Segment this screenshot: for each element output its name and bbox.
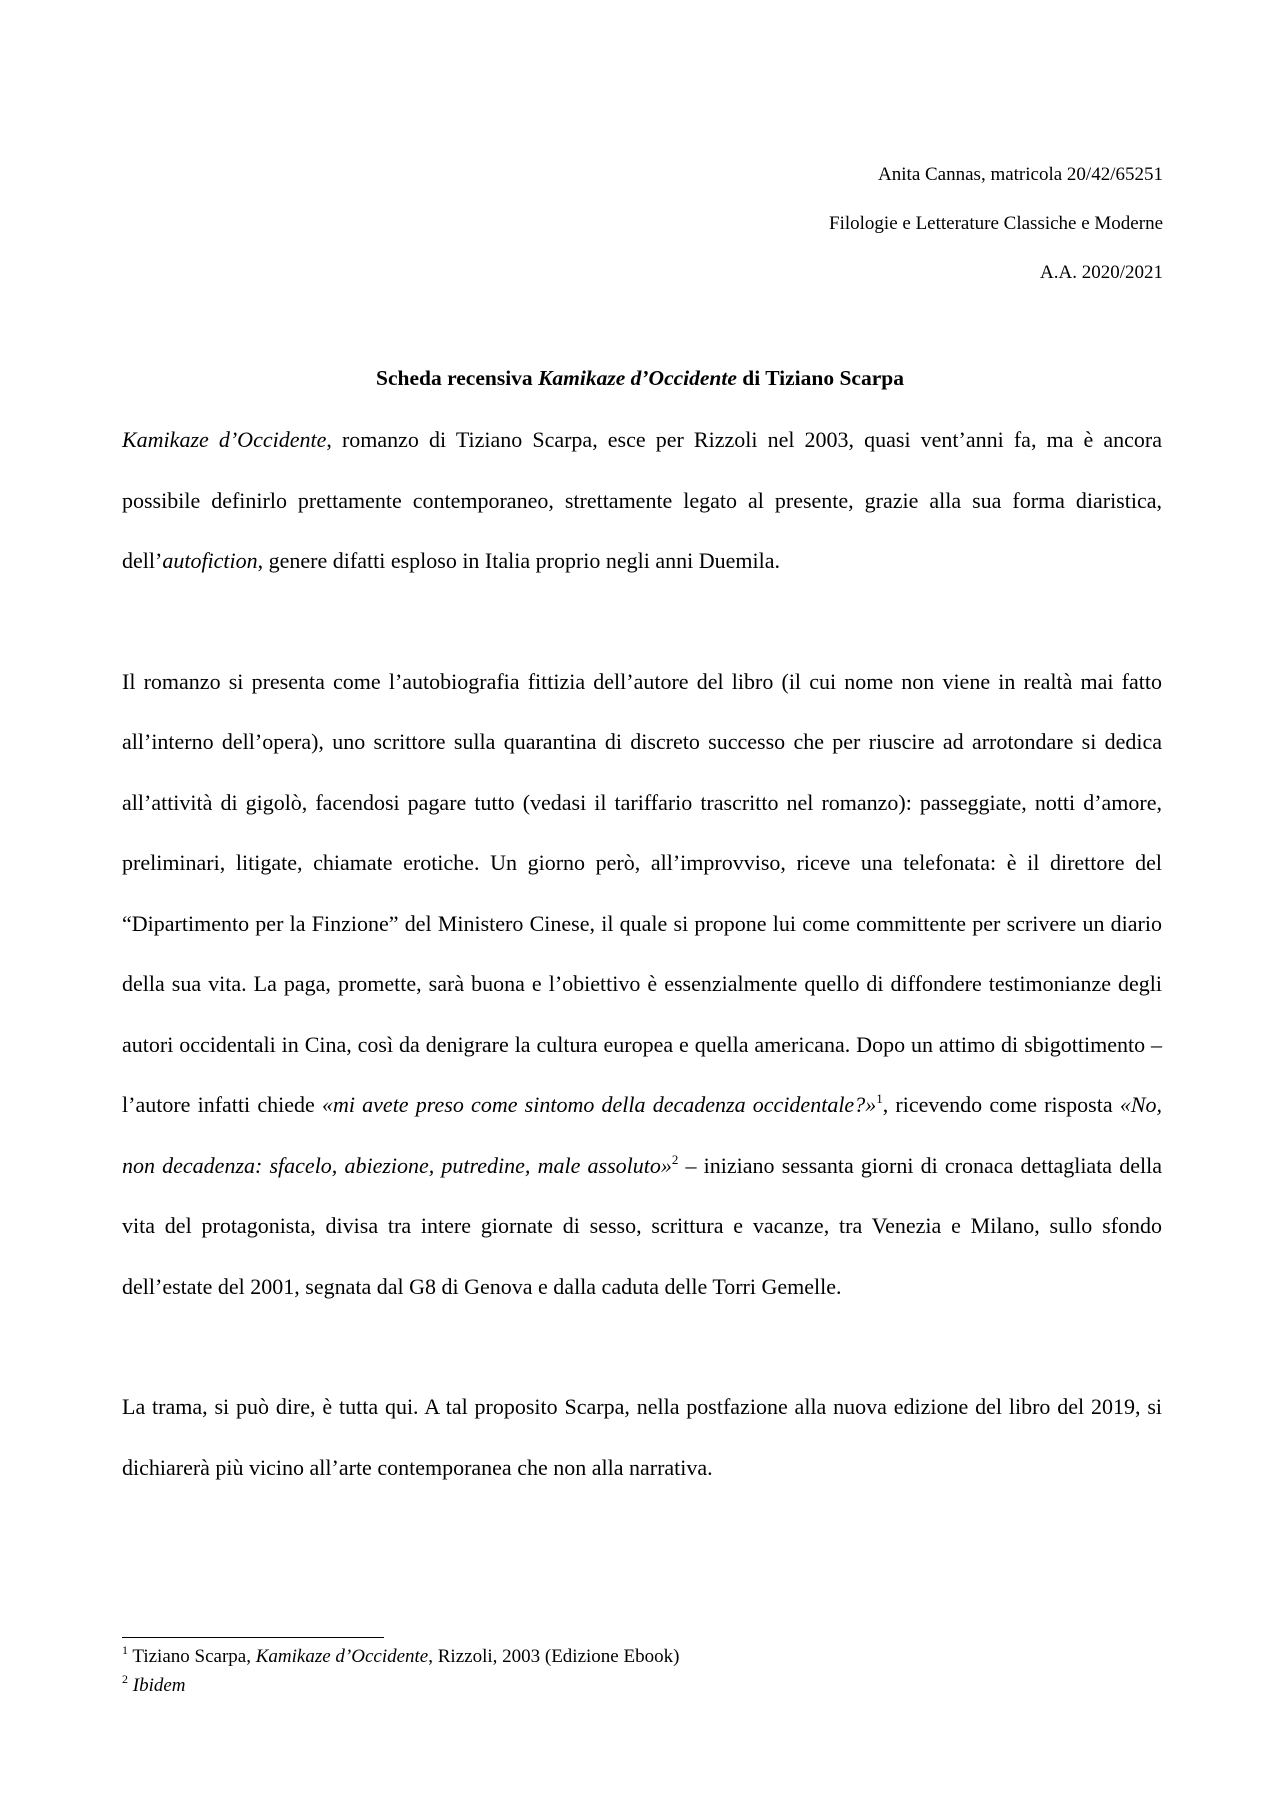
footnote-text: , Rizzoli, 2003 (Edizione Ebook) bbox=[428, 1646, 680, 1667]
academic-year-line: A.A. 2020/2021 bbox=[1040, 262, 1163, 283]
footnote-text: Tiziano Scarpa, bbox=[128, 1646, 256, 1667]
paragraph-text: , genere difatti esploso in Italia proprio negli anni Duemila. bbox=[257, 548, 781, 573]
footnote-1 bbox=[122, 1642, 679, 1671]
document-title bbox=[0, 362, 1280, 394]
footnote-separator bbox=[122, 1637, 384, 1638]
title-prefix: Scheda recensiva bbox=[376, 366, 539, 390]
document-header bbox=[829, 150, 1163, 297]
footnote-2 bbox=[122, 1671, 679, 1700]
book-title: Kamikaze d’Occidente bbox=[122, 427, 327, 452]
footnote-ref-2[interactable]: 2 bbox=[671, 1151, 679, 1167]
footnote-ibidem: Ibidem bbox=[132, 1675, 186, 1696]
footnote-number: 2 bbox=[122, 1672, 128, 1686]
footnotes bbox=[122, 1642, 679, 1700]
document-body bbox=[122, 410, 1162, 1498]
quote-1: «mi avete preso come sintomo della decadenza occidentale?» bbox=[321, 1092, 877, 1117]
paragraph-2 bbox=[122, 652, 1162, 1318]
author-line: Anita Cannas, matricola 20/42/65251 bbox=[878, 164, 1163, 185]
paragraph-1 bbox=[122, 410, 1162, 592]
paragraph-text: – iniziano sessanta giorni di cronaca dettagliata della vita del protagonista, divisa tra intere giornate di sesso, scrittura e vacanze, tra Venezia e Milano, sullo sfondo dell’estate del 2001, segnata dal G8 di Genova e dalla caduta delle Torri Gemelle. bbox=[122, 1152, 1162, 1299]
paragraph-3: La trama, si può dire, è tutta qui. A tal proposito Scarpa, nella postfazione alla nuova edizione del libro del 2019, si dichiarerà più vicino all’arte contemporanea che non alla narrativa. bbox=[122, 1394, 1162, 1480]
course-line: Filologie e Letterature Classiche e Moderne bbox=[829, 213, 1163, 234]
genre-term: autofiction bbox=[162, 548, 258, 573]
paragraph-text: Il romanzo si presenta come l’autobiografia fittizia dell’autore del libro (il cui nome non viene in realtà mai fatto all’interno dell’opera), uno scrittore sulla quarantina di discreto successo che per riuscire ad arrotondare si dedica all’attività di gigolò, facendosi pagare tutto (vedasi il tariffario trascritto nel romanzo): passeggiate, notti d’amore, preliminari, litigate, chiamate erotiche. Un giorno però, all’improvviso, riceve una telefonata: è il direttore del “Dipartimento per la Finzione” del Ministero Cinese, il quale si propone lui come committente per scrivere un diario della sua vita. La paga, promette, sarà buona e l’obiettivo è essenzialmente quello di diffondere testimonianze degli autori occidentali in Cina, così da denigrare la cultura europea e quella americana. Dopo un attimo di sbigottimento – l’autore infatti chiede bbox=[122, 668, 1162, 1117]
title-suffix: di Tiziano Scarpa bbox=[736, 366, 904, 390]
footnote-book-title: Kamikaze d’Occidente bbox=[255, 1646, 429, 1667]
paragraph-text: , romanzo di Tiziano Scarpa, esce per Rizzoli nel 2003, quasi vent’anni fa, ma è ancora possibile definirlo prettamente contemporaneo, strettamente legato al presente, grazie alla sua forma diaristica, dell’ bbox=[122, 427, 1162, 573]
footnote-number: 1 bbox=[122, 1643, 128, 1657]
paragraph-text: , ricevendo come risposta bbox=[882, 1092, 1120, 1117]
title-book-name: Kamikaze d’Occidente bbox=[538, 366, 737, 390]
footnote-ref-1[interactable]: 1 bbox=[876, 1091, 883, 1106]
quote-2: «No, non decadenza: sfacelo, abiezione, putredine, male assoluto» bbox=[122, 1092, 1163, 1178]
